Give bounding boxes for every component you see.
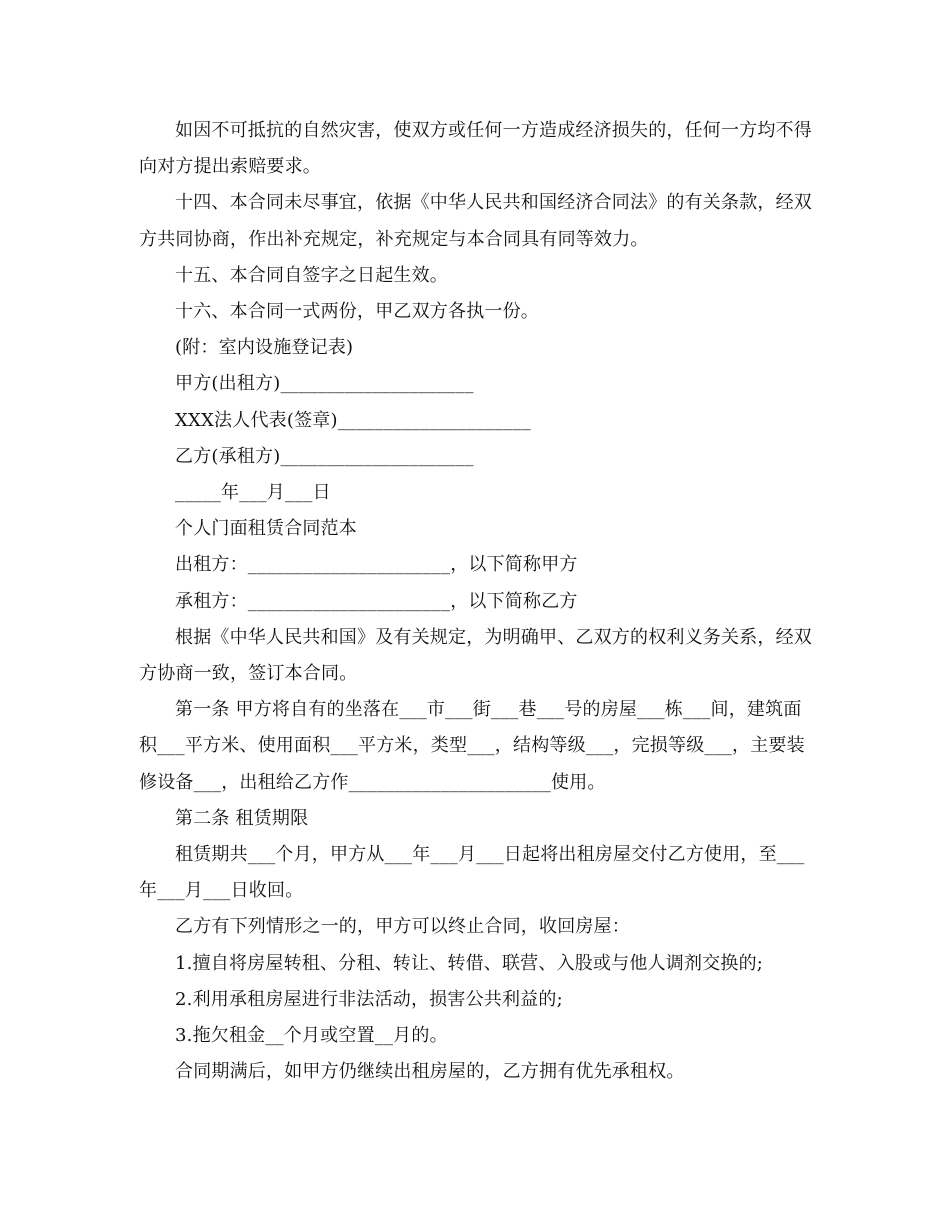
paragraph-force-majeure: 如因不可抵抗的自然灾害，使双方或任何一方造成经济损失的，任何一方均不得向对方提出索赔要求。 (139, 120, 812, 178)
termination-intro: 乙方有下列情形之一的，甲方可以终止合同，收回房屋： (175, 916, 630, 938)
termination-item-2: 2.利用承租房屋进行非法活动，损害公共利益的; (175, 988, 563, 1010)
clause-14: 十四、本合同未尽事宜，依据《中华人民共和国经济合同法》的有关条款，经双方共同协商，作出补充规定，补充规定与本合同具有同等效力。 (139, 192, 812, 250)
clause-15: 十五、本合同自签字之日起生效。 (175, 264, 448, 286)
lease-term: 租赁期共___个月，甲方从___年___月___日起将出租房屋交付乙方使用，至___年___月___日收回。 (139, 844, 805, 902)
clause-16: 十六、本合同一式两份，甲乙双方各执一份。 (175, 301, 539, 323)
renewal-priority: 合同期满后，如甲方仍继续出租房屋的，乙方拥有优先承租权。 (175, 1061, 685, 1083)
preamble: 根据《中华人民共和国》及有关规定，为明确甲、乙双方的权利义务关系，经双方协商一致，签订本合同。 (139, 626, 812, 685)
article-1: 第一条 甲方将自有的坐落在___市___街___巷___号的房屋___栋___间，建筑面积___平方米、使用面积___平方米，类型___，结构等级___，完损等级___，主要装修设备___，出租给乙方作______________________使用。 (139, 699, 805, 793)
termination-item-1: 1.擅自将房屋转租、分租、转让、转借、联营、入股或与他人调剂交换的; (175, 952, 764, 974)
party-b-signature-line: 乙方(承租方)_____________________ (175, 445, 474, 467)
legal-rep-signature-line: XXX法人代表(签章)_____________________ (175, 409, 531, 431)
lessee-line: 承租方：______________________，以下简称乙方 (175, 590, 578, 612)
attachment-note: (附：室内设施登记表) (175, 337, 354, 359)
party-a-signature-line: 甲方(出租方)_____________________ (175, 373, 474, 395)
date-line: _____年___月___日 (175, 482, 331, 504)
lessor-line: 出租方：______________________，以下简称甲方 (175, 554, 578, 576)
article-2-heading: 第二条 租赁期限 (175, 807, 309, 829)
termination-item-3: 3.拖欠租金__个月或空置__月的。 (175, 1025, 448, 1047)
document-body (139, 113, 816, 1090)
contract-title: 个人门面租赁合同范本 (175, 518, 357, 540)
